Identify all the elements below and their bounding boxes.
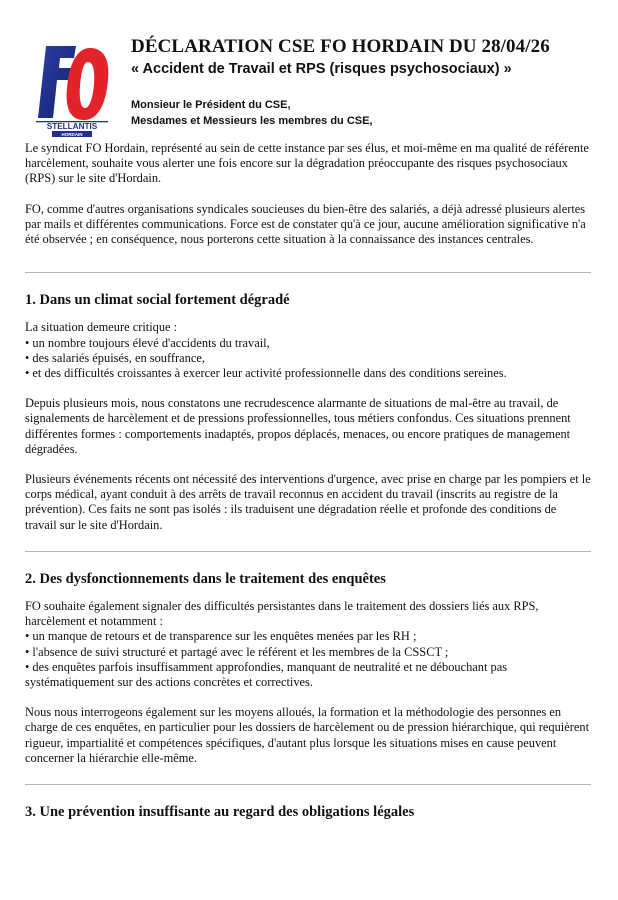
section-divider [25,551,591,552]
salutation-line: Monsieur le Président du CSE, [131,99,291,111]
section-paragraph [25,599,591,690]
logo-site-text: HORDAIN [61,132,83,137]
paragraph-lead: La situation demeure critique : [25,320,178,335]
section-paragraph: Nous nous interrogeons également sur les moyens alloués, la formation et la méthodologie des personnes en charge de ces enquêtes, en particulier pour les dossiers de harcèlement ou de pression hiérarchique, qui requièrent rigueur, impartialité et compétences spécifiques, d'autant plus lorsque les situations mises en cause peuvent concerner la hiérarchie elle-même. [25,705,590,765]
document-title: DÉCLARATION CSE FO HORDAIN DU 28/04/26 [131,36,550,57]
bullet-item: • des salariés épuisés, en souffrance, [25,350,205,365]
section-paragraph [25,320,591,381]
logo-brand-text: STELLANTIS [46,122,98,131]
bullet-item: • et des difficultés croissantes à exercer leur activité professionnelle dans des conditions sereines. [25,366,507,381]
section-heading: 1. Dans un climat social fortement dégradé [25,292,290,309]
section-heading: 3. Une prévention insuffisante au regard des obligations légales [25,804,415,821]
bullet-item: • un manque de retours et de transparence sur les enquêtes menées par les RH ; [25,629,417,644]
section-heading: 2. Des dysfonctionnements dans le traitement des enquêtes [25,570,386,587]
document-body [25,141,591,820]
bullet-item: • l'absence de suivi structuré et partagé avec le référent et les membres de la CSSCT ; [25,644,449,659]
bullet-item: • un nombre toujours élevé d'accidents du travail, [25,335,270,350]
document-subtitle: « Accident de Travail et RPS (risques psychosociaux) » [131,61,512,77]
salutation [131,97,373,129]
section-divider [25,272,591,273]
section-divider [25,784,591,785]
paragraph-lead: FO souhaite également signaler des difficultés persistantes dans le traitement des dossiers liés aux RPS, harcèlement et notamment : [25,599,539,629]
fo-stellantis-logo [32,38,112,138]
salutation-line: Mesdames et Messieurs les membres du CSE, [131,115,373,127]
bullet-item: • des enquêtes parfois insuffisamment approfondies, manquant de neutralité et ne débouchant pas systématiquement sur des actions concrètes et correctives. [25,659,508,690]
section-paragraph: Plusieurs événements récents ont nécessité des interventions d'urgence, avec prise en charge par les pompiers et le corps médical, ayant conduit à des arrêts de travail reconnus en accident du travail (inscrits au registre de la prévention). Ces faits ne sont pas isolés : ils traduisent une dégradation réelle et profonde des conditions de travail sur le site d'Hordain. [25,472,591,532]
section-paragraph: Depuis plusieurs mois, nous constatons une recrudescence alarmante de situations de mal-être au travail, de signalements de harcèlement et de pressions professionnelles, tous métiers confondus. Ces situations prennent différentes formes : comportements inadaptés, propos déplacés, menaces, ou encore pratiques de management dégradées. [25,396,571,456]
intro-paragraph: FO, comme d'autres organisations syndicales soucieuses du bien-être des salariés, a déjà adressé plusieurs alertes par mails et différentes communications. Force est de constater qu'à ce jour, aucune amélioration significative n'a été observée ; en conséquence, nous porterons cette situation à la connaissance des instances centrales. [25,201,586,247]
intro-paragraph: Le syndicat FO Hordain, représenté au sein de cette instance par ses élus, et moi-même en ma qualité de référente harcèlement, souhaite vous alerter une fois encore sur la dégradation préoccupante des risques psychosociaux (RPS) sur le site d'Hordain. [25,141,589,186]
